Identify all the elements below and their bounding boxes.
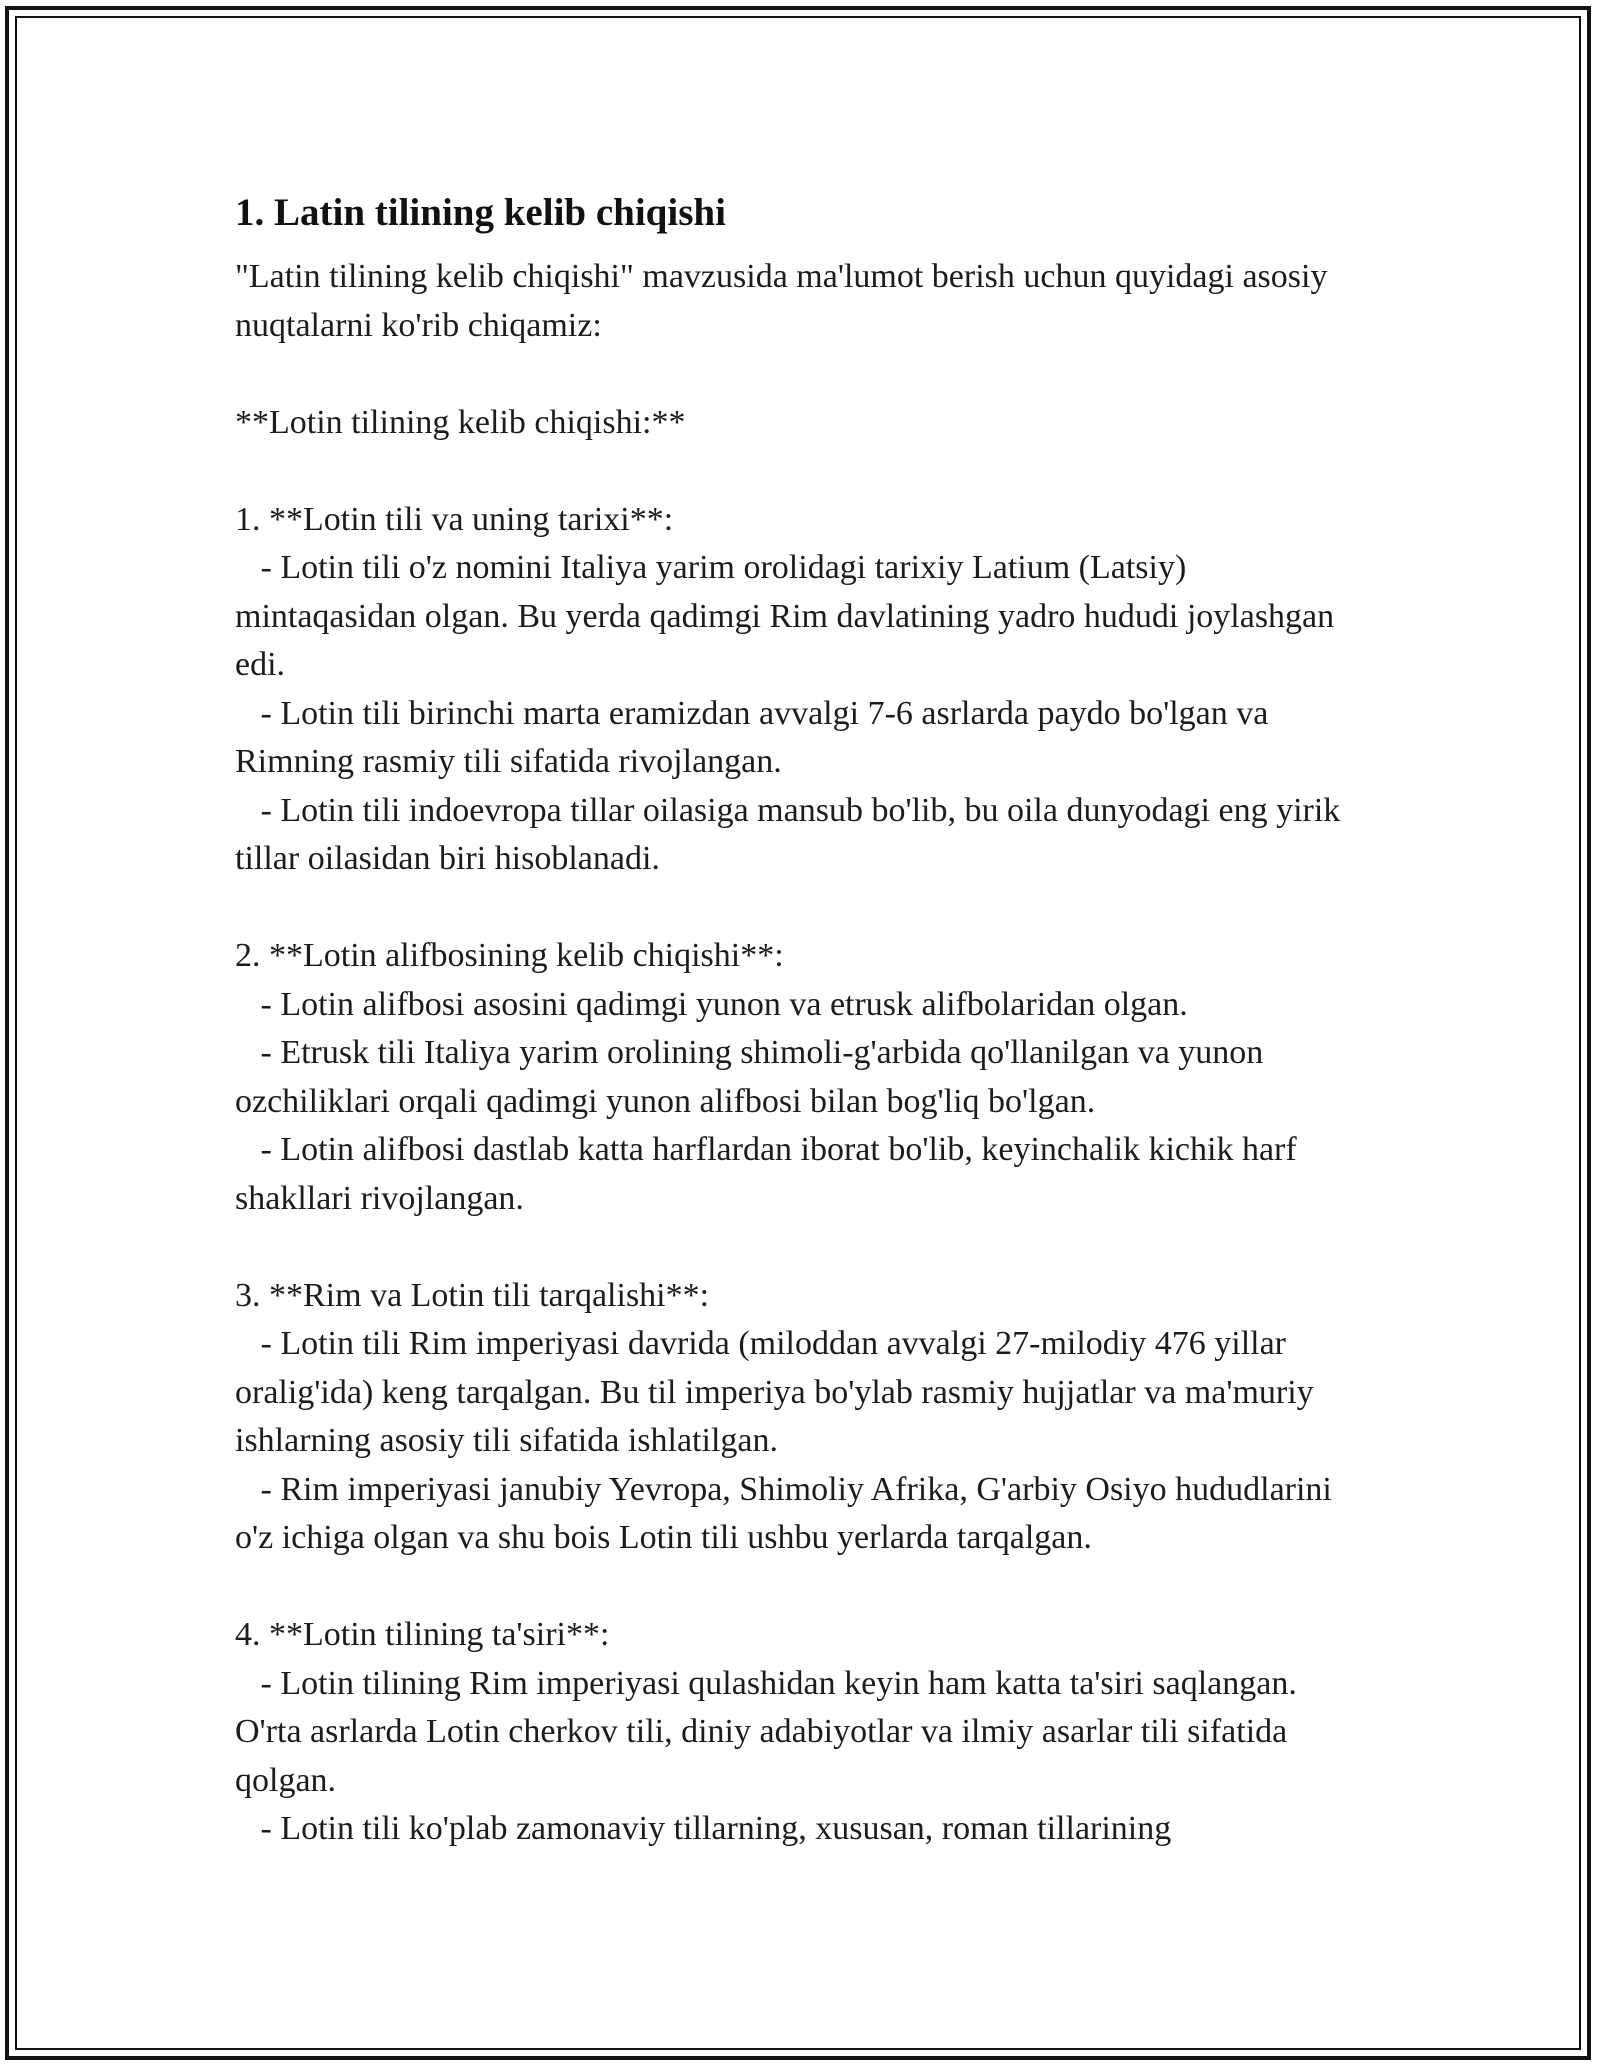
blank-line	[235, 350, 1365, 399]
list-item-text: Rim imperiyasi janubiy Yevropa, Shimoliy Afrika, G'arbiy Osiyo hududlarini o'z ichiga olgan va shu bois Lotin tili ushbu yerlarda tarqalgan.	[235, 1470, 1332, 1556]
list-item-text: Lotin tili Rim imperiyasi davrida (miloddan avvalgi 27-milodiy 476 yillar oralig'ida) keng tarqalgan. Bu til imperiya bo'ylab rasmiy hujjatlar va ma'muriy ishlarning asosiy tili sifatida ishlatilgan.	[235, 1325, 1314, 1459]
blank-line	[235, 884, 1365, 933]
section-heading: 4. **Lotin tilining ta'siri**:	[235, 1616, 610, 1653]
subtitle: **Lotin tilining kelib chiqishi:**	[235, 403, 686, 441]
blank-line	[235, 1223, 1365, 1272]
document-body	[235, 185, 1365, 1854]
list-item: - Lotin alifbosi asosini qadimgi yunon va etrusk alifbolaridan olgan.	[235, 985, 1188, 1023]
document-text	[235, 253, 1365, 1854]
blank-line	[235, 1563, 1365, 1612]
list-item: - Lotin alifbosi dastlab katta harflardan iborat bo'lib, keyinchalik kichik harf shakllari rivojlangan.	[235, 1131, 1297, 1217]
list-item: - Rim imperiyasi janubiy Yevropa, Shimoliy Afrika, G'arbiy Osiyo hududlarini o'z ichiga olgan va shu bois Lotin tili ushbu yerlarda tarqalgan.	[235, 1470, 1332, 1556]
section-heading: 3. **Rim va Lotin tili tarqalishi**:	[235, 1276, 710, 1314]
section-heading: 2. **Lotin alifbosining kelib chiqishi**:	[235, 937, 784, 974]
list-item-text: Lotin tilining Rim imperiyasi qulashidan keyin ham katta ta'siri saqlangan. O'rta asrlarda Lotin cherkov tili, diniy adabiyotlar va ilmiy asarlar tili sifatida qolgan.	[235, 1664, 1297, 1799]
list-item: - Lotin tilining Rim imperiyasi qulashidan keyin ham katta ta'siri saqlangan. O'rta asrlarda Lotin cherkov tili, diniy adabiyotlar va ilmiy asarlar tili sifatida qolgan.	[235, 1664, 1297, 1799]
blank-line	[235, 447, 1365, 496]
list-item-text: Lotin tili ko'plab zamonaviy tillarning, xususan, roman tillarining	[280, 1810, 1172, 1847]
list-item: - Lotin tili o'z nomini Italiya yarim orolidagi tarixiy Latium (Latsiy) mintaqasidan olgan. Bu yerda qadimgi Rim davlatining yadro hududi joylashgan edi.	[235, 549, 1335, 683]
list-item: - Lotin tili birinchi marta eramizdan avvalgi 7-6 asrlarda paydo bo'lgan va Rimning rasmiy tili sifatida rivojlangan.	[235, 694, 1269, 780]
list-item-text: Lotin tili birinchi marta eramizdan avvalgi 7-6 asrlarda paydo bo'lgan va Rimning rasmiy tili sifatida rivojlangan.	[235, 694, 1269, 780]
list-item-text: Lotin tili o'z nomini Italiya yarim orolidagi tarixiy Latium (Latsiy) mintaqasidan olgan. Bu yerda qadimgi Rim davlatining yadro hududi joylashgan edi.	[235, 549, 1335, 683]
list-item: - Lotin tili Rim imperiyasi davrida (miloddan avvalgi 27-milodiy 476 yillar oralig'ida) keng tarqalgan. Bu til imperiya bo'ylab rasmiy hujjatlar va ma'muriy ishlarning asosiy tili sifatida ishlatilgan.	[235, 1325, 1314, 1459]
list-item-text: Etrusk tili Italiya yarim orolining shimoli-g'arbida qo'llanilgan va yunon ozchiliklari orqali qadimgi yunon alifbosi bilan bog'liq bo'lgan.	[235, 1034, 1264, 1120]
list-item: - Lotin tili ko'plab zamonaviy tillarning, xususan, roman tillarining	[235, 1810, 1172, 1847]
list-item: - Etrusk tili Italiya yarim orolining shimoli-g'arbida qo'llanilgan va yunon ozchiliklari orqali qadimgi yunon alifbosi bilan bog'liq bo'lgan.	[235, 1034, 1264, 1120]
list-item: - Lotin tili indoevropa tillar oilasiga mansub bo'lib, bu oila dunyodagi eng yirik tillar oilasidan biri hisoblanadi.	[235, 791, 1341, 877]
page-title: 1. Latin tilining kelib chiqishi	[235, 191, 726, 234]
intro-paragraph: "Latin tilining kelib chiqishi" mavzusida ma'lumot berish uchun quyidagi asosiy nuqtalarni ko'rib chiqamiz:	[235, 258, 1328, 344]
list-item-text: Lotin alifbosi asosini qadimgi yunon va etrusk alifbolaridan olgan.	[280, 985, 1188, 1023]
list-item-text: Lotin alifbosi dastlab katta harflardan iborat bo'lib, keyinchalik kichik harf shakllari rivojlangan.	[235, 1131, 1297, 1217]
list-item-text: Lotin tili indoevropa tillar oilasiga mansub bo'lib, bu oila dunyodagi eng yirik tillar oilasidan biri hisoblanadi.	[235, 791, 1341, 877]
section-heading: 1. **Lotin tili va uning tarixi**:	[235, 500, 674, 538]
